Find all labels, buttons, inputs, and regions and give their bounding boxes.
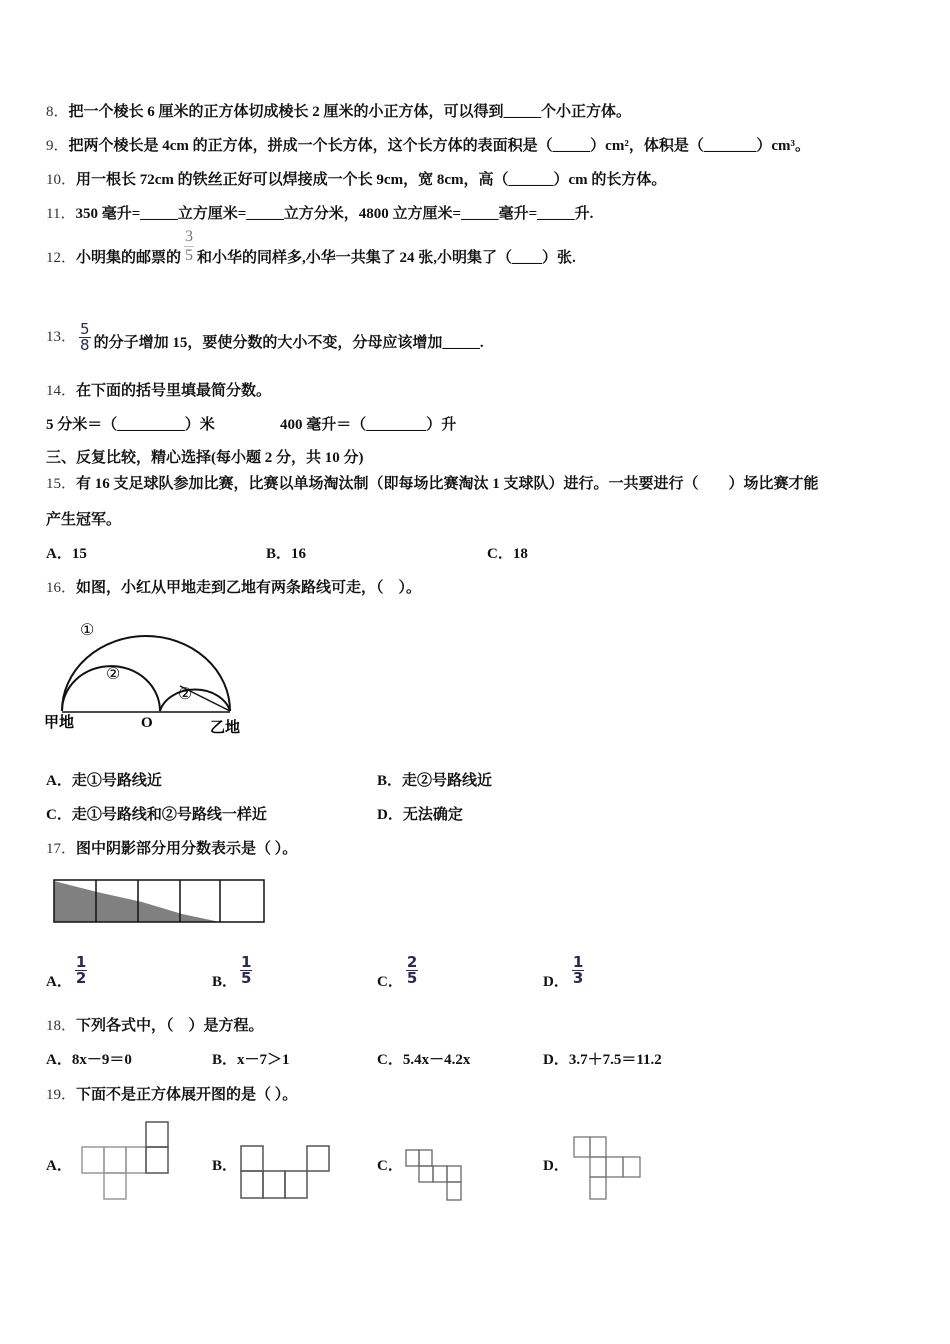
option-d[interactable]: D．3.7＋7.5＝11.2 bbox=[543, 1052, 662, 1068]
fraction bbox=[572, 955, 584, 986]
question-text: 350 毫升=_____立方厘米=_____立方分米，4800 立方厘米=_____毫升=_____升. bbox=[75, 206, 594, 222]
option-label: A． bbox=[46, 973, 72, 990]
label-route-2b: ② bbox=[178, 686, 193, 703]
option-b[interactable]: B． bbox=[212, 1158, 238, 1174]
question-19 bbox=[46, 1085, 297, 1105]
question-number: 12． bbox=[46, 249, 77, 266]
fraction bbox=[184, 228, 194, 265]
numerator: 1 bbox=[75, 953, 87, 971]
option-c[interactable]: C． bbox=[377, 1158, 403, 1174]
option-a[interactable] bbox=[46, 953, 90, 990]
question-text: 把一个棱长 6 厘米的正方体切成棱长 2 厘米的小正方体，可以得到_____个小正方体。 bbox=[68, 104, 632, 120]
numerator: 3 bbox=[185, 228, 194, 245]
numerator: 2 bbox=[406, 953, 418, 971]
shaded-region bbox=[54, 881, 220, 922]
option-b[interactable]: B．16 bbox=[266, 546, 307, 562]
question-text: 如图，小红从甲地走到乙地有两条路线可走，（ ）。 bbox=[76, 580, 422, 596]
denominator: 5 bbox=[241, 969, 252, 987]
option-b[interactable]: B．走②号路线近 bbox=[377, 773, 493, 789]
label-route-1: ① bbox=[80, 622, 95, 639]
net-a bbox=[80, 1120, 190, 1208]
question-number: 13． bbox=[46, 328, 77, 345]
question-14-part-b: 400 毫升＝（________）升 bbox=[280, 417, 457, 433]
option-c[interactable]: C．5.4x－4.2x bbox=[377, 1052, 471, 1068]
question-14 bbox=[46, 381, 271, 401]
fraction bbox=[75, 955, 87, 986]
section-heading: 三、反复比较，精心选择(每小题 2 分，共 10 分) bbox=[46, 450, 364, 466]
fraction bbox=[406, 955, 418, 986]
question-10 bbox=[46, 170, 666, 190]
question-8 bbox=[46, 102, 631, 122]
question-13 bbox=[46, 322, 484, 353]
question-16 bbox=[46, 578, 421, 598]
label-end: 乙地 bbox=[210, 720, 241, 736]
question-number: 18． bbox=[46, 1018, 77, 1034]
question-9 bbox=[46, 136, 810, 156]
option-label: C． bbox=[377, 973, 403, 990]
label-route-2: ② bbox=[106, 666, 121, 683]
question-text: 的分子增加 15，要使分数的大小不变，分母应该增加_____. bbox=[93, 334, 484, 351]
denominator: 8 bbox=[80, 336, 90, 354]
question-number: 11． bbox=[46, 206, 76, 222]
denominator: 5 bbox=[406, 969, 418, 987]
question-number: 16． bbox=[46, 580, 77, 596]
question-number: 9． bbox=[46, 138, 69, 154]
question-text: 把两个棱长是 4cm 的正方体，拼成一个长方体，这个长方体的表面积是（_____）cm²，体积是（_______）cm³。 bbox=[68, 138, 810, 154]
denominator: 3 bbox=[572, 969, 584, 987]
option-label: B． bbox=[212, 973, 238, 990]
option-b[interactable]: B．x－7＞1 bbox=[212, 1052, 290, 1068]
numerator: 1 bbox=[572, 953, 584, 971]
question-number: 10． bbox=[46, 172, 77, 188]
question-15 bbox=[46, 474, 819, 494]
question-text: 在下面的括号里填最简分数。 bbox=[76, 383, 272, 399]
question-text: 下列各式中，（ ）是方程。 bbox=[76, 1018, 264, 1034]
option-a[interactable]: A． bbox=[46, 1158, 72, 1174]
question-text: 和小华的同样多,小华一共集了 24 张,小明集了（____）张. bbox=[197, 249, 576, 266]
question-number: 15． bbox=[46, 476, 77, 492]
option-b[interactable] bbox=[212, 953, 255, 990]
question-17 bbox=[46, 839, 297, 859]
option-c[interactable] bbox=[377, 953, 421, 990]
question-number: 14． bbox=[46, 383, 77, 399]
option-d[interactable] bbox=[543, 953, 587, 990]
question-number: 17． bbox=[46, 841, 77, 857]
question-14-part-a: 5 分米＝（_________）米 bbox=[46, 417, 215, 433]
net-c bbox=[404, 1148, 484, 1206]
denominator: 5 bbox=[185, 247, 194, 264]
option-d[interactable]: D．无法确定 bbox=[377, 807, 463, 823]
question-text: 用一根长 72cm 的铁丝正好可以焊接成一个长 9cm，宽 8cm，高（______）cm 的长方体。 bbox=[76, 172, 667, 188]
option-label: D． bbox=[543, 973, 569, 990]
question-text: 下面不是正方体展开图的是（ ）。 bbox=[76, 1087, 298, 1103]
question-text: 图中阴影部分用分数表示是（ ）。 bbox=[76, 841, 298, 857]
option-a[interactable]: A．走①号路线近 bbox=[46, 773, 162, 789]
question-text: 小明集的邮票的 bbox=[76, 249, 182, 266]
option-a[interactable]: A．15 bbox=[46, 546, 87, 562]
numerator: 1 bbox=[241, 953, 252, 971]
label-center: O bbox=[141, 715, 153, 731]
fraction bbox=[79, 322, 91, 353]
label-start: 甲地 bbox=[44, 715, 75, 731]
question-text: 产生冠军。 bbox=[46, 512, 122, 528]
question-text: 有 16 支足球队参加比赛，比赛以单场淘汰制（即每场比赛淘汰 1 支球队）进行。一共要进行（ ）场比赛才能 bbox=[76, 476, 819, 492]
question-12 bbox=[46, 228, 576, 277]
denominator: 2 bbox=[75, 969, 87, 987]
question-11 bbox=[46, 204, 593, 224]
net-d bbox=[572, 1135, 667, 1205]
option-c[interactable]: C．18 bbox=[487, 546, 528, 562]
option-a[interactable]: A．8x－9＝0 bbox=[46, 1052, 132, 1068]
shaded-rectangle-figure bbox=[52, 878, 268, 924]
option-d[interactable]: D． bbox=[543, 1158, 569, 1174]
route-diagram bbox=[40, 615, 260, 745]
question-18 bbox=[46, 1016, 264, 1036]
route-1-arc bbox=[62, 636, 230, 711]
option-c[interactable]: C．走①号路线和②号路线一样近 bbox=[46, 807, 267, 823]
numerator: 5 bbox=[80, 320, 90, 338]
question-number: 19． bbox=[46, 1087, 77, 1103]
question-number: 8． bbox=[46, 104, 69, 120]
net-b bbox=[238, 1143, 353, 1203]
fraction bbox=[240, 955, 252, 986]
